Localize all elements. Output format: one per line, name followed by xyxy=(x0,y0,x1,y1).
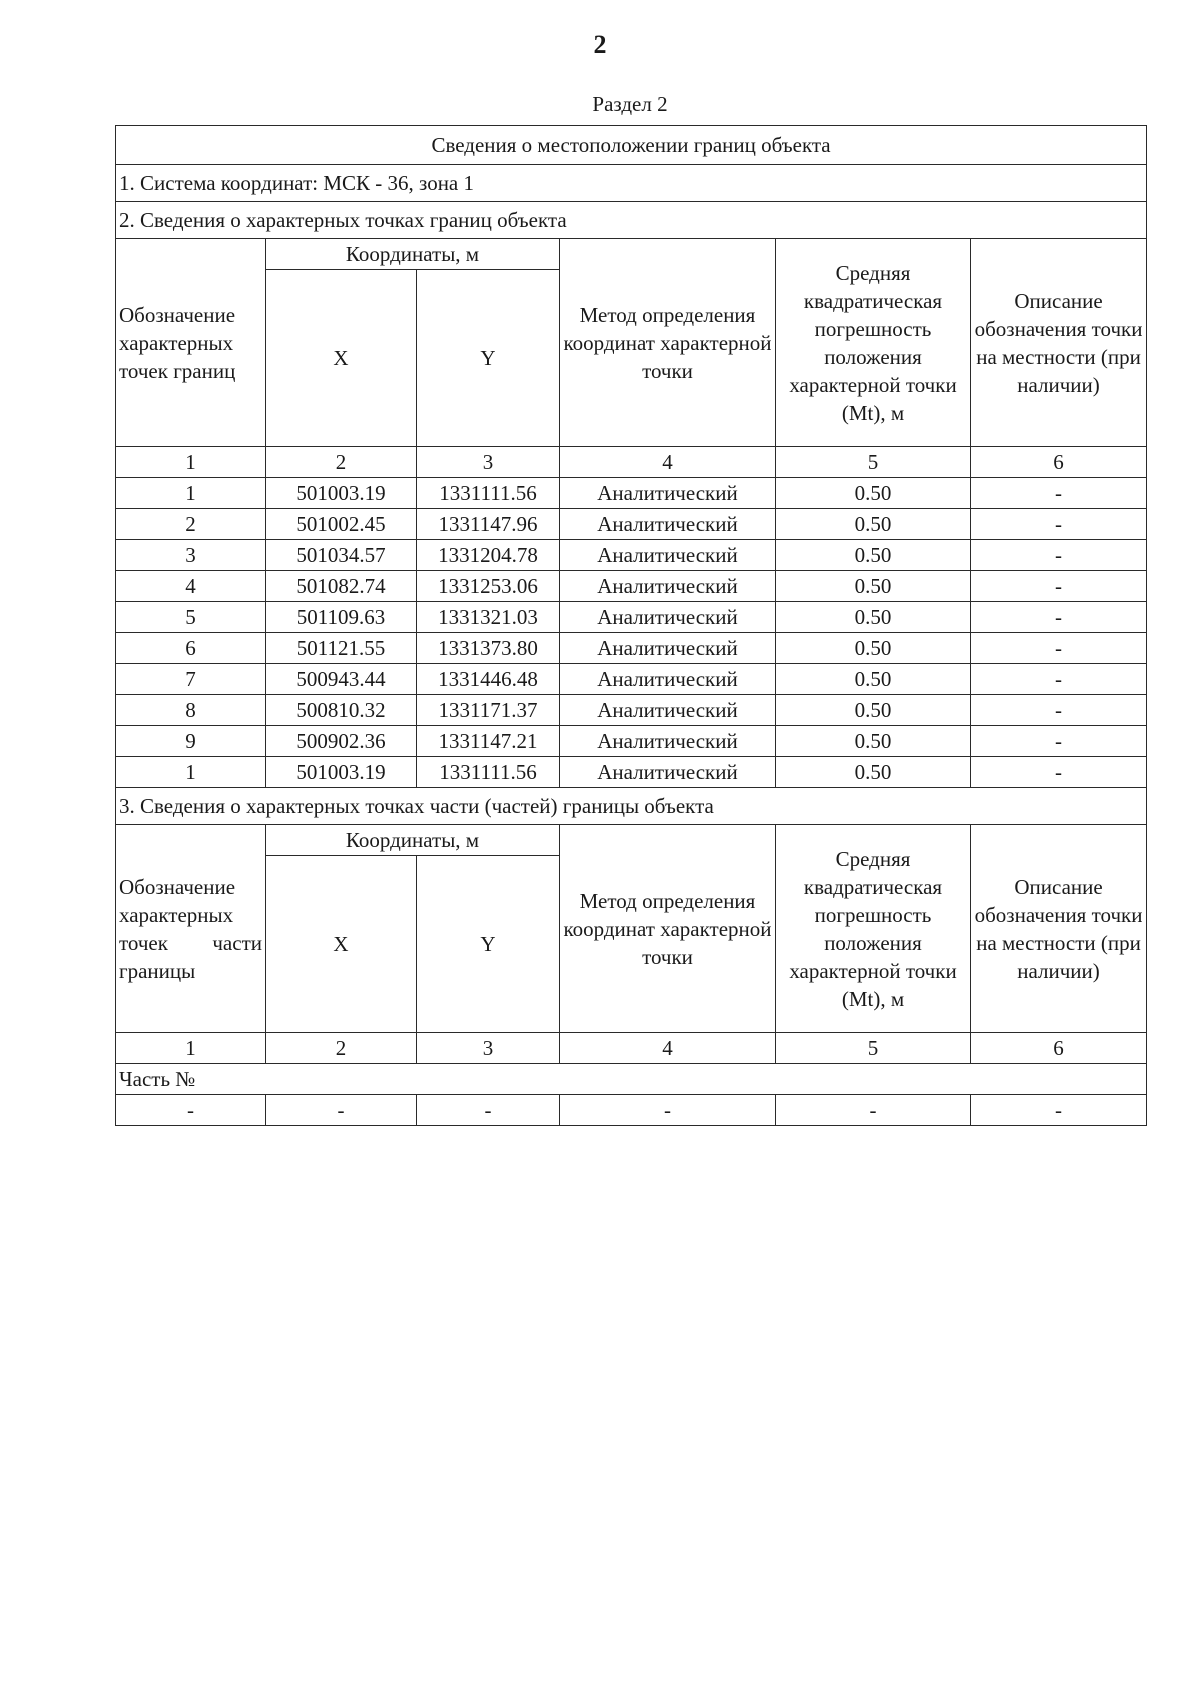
table-row xyxy=(116,571,1147,602)
table-cell-y: 1331373.80 xyxy=(417,633,560,664)
table-cell-error: 0.50 xyxy=(776,664,971,695)
table-cell-desc: - xyxy=(971,478,1147,509)
column-number: 6 xyxy=(971,447,1147,478)
header-y: Y xyxy=(417,270,560,447)
header-error: Средняя квадратическая погрешность положения характерной точки (Mt), м xyxy=(776,239,971,447)
table-cell-point: 5 xyxy=(116,602,266,633)
table-row xyxy=(116,478,1147,509)
parts-designation-line: границы xyxy=(119,958,196,983)
table-cell-error: 0.50 xyxy=(776,695,971,726)
parts-designation-word: точек xyxy=(119,930,168,955)
page-number: 2 xyxy=(593,30,607,59)
header-description: Описание обозначения точки на местности (при наличии) xyxy=(971,239,1147,447)
section-label: Раздел 2 xyxy=(592,92,668,116)
table-cell: - xyxy=(417,1095,560,1126)
table-cell-method: Аналитический xyxy=(560,478,776,509)
table-cell: - xyxy=(971,1095,1147,1126)
column-number: 4 xyxy=(560,1033,776,1064)
column-number: 3 xyxy=(417,1033,560,1064)
table-cell: - xyxy=(266,1095,417,1126)
table-cell-desc: - xyxy=(971,695,1147,726)
column-number: 1 xyxy=(116,447,266,478)
table-cell-x: 500902.36 xyxy=(266,726,417,757)
parts-designation-word: части xyxy=(212,930,262,955)
table-cell: - xyxy=(116,1095,266,1126)
parts-header-method: Метод определения координат характерной точки xyxy=(560,825,776,1033)
table-cell-y: 1331204.78 xyxy=(417,540,560,571)
parts-heading: 3. Сведения о характерных точках части (частей) границы объекта xyxy=(116,788,1147,825)
table-cell-method: Аналитический xyxy=(560,695,776,726)
parts-header-designation xyxy=(116,825,266,1033)
table-cell-point: 1 xyxy=(116,478,266,509)
table-cell-y: 1331147.96 xyxy=(417,509,560,540)
points-heading: 2. Сведения о характерных точках границ объекта xyxy=(116,202,1147,239)
table-cell-point: 9 xyxy=(116,726,266,757)
table-cell-method: Аналитический xyxy=(560,757,776,788)
part-label: Часть № xyxy=(116,1064,1147,1095)
table-cell-desc: - xyxy=(971,726,1147,757)
table-cell-x: 501002.45 xyxy=(266,509,417,540)
table-cell-point: 8 xyxy=(116,695,266,726)
table-cell-method: Аналитический xyxy=(560,509,776,540)
table-cell-point: 3 xyxy=(116,540,266,571)
table-cell-point: 2 xyxy=(116,509,266,540)
table-cell: - xyxy=(776,1095,971,1126)
table-cell-x: 500943.44 xyxy=(266,664,417,695)
table-title: Сведения о местоположении границ объекта xyxy=(116,126,1147,165)
table-cell-method: Аналитический xyxy=(560,726,776,757)
header-x: X xyxy=(266,270,417,447)
table-cell-x: 501109.63 xyxy=(266,602,417,633)
table-row xyxy=(116,602,1147,633)
table-cell-method: Аналитический xyxy=(560,633,776,664)
table-row xyxy=(116,726,1147,757)
table-cell-desc: - xyxy=(971,571,1147,602)
table-row xyxy=(116,509,1147,540)
table-cell-error: 0.50 xyxy=(776,757,971,788)
column-number: 5 xyxy=(776,1033,971,1064)
table-cell-y: 1331446.48 xyxy=(417,664,560,695)
column-number: 3 xyxy=(417,447,560,478)
table-cell-y: 1331111.56 xyxy=(417,478,560,509)
column-number: 5 xyxy=(776,447,971,478)
column-numbers-row xyxy=(116,447,1147,478)
header-designation: Обозначение характерных точек границ xyxy=(116,239,266,447)
header-coordinates: Координаты, м xyxy=(266,239,560,270)
table-cell-y: 1331111.56 xyxy=(417,757,560,788)
table-cell-desc: - xyxy=(971,540,1147,571)
table-cell-error: 0.50 xyxy=(776,726,971,757)
table-cell-point: 1 xyxy=(116,757,266,788)
table-cell-desc: - xyxy=(971,757,1147,788)
table-cell-desc: - xyxy=(971,509,1147,540)
table-cell-x: 501121.55 xyxy=(266,633,417,664)
parts-designation-line: Обозначение xyxy=(119,874,236,899)
parts-designation-line-justified xyxy=(119,929,262,957)
table-cell-error: 0.50 xyxy=(776,633,971,664)
table-cell-desc: - xyxy=(971,633,1147,664)
table-cell-x: 501003.19 xyxy=(266,478,417,509)
table-cell: - xyxy=(560,1095,776,1126)
table-cell-error: 0.50 xyxy=(776,602,971,633)
table-cell-error: 0.50 xyxy=(776,478,971,509)
parts-header-x: X xyxy=(266,856,417,1033)
empty-part-row xyxy=(116,1095,1147,1126)
column-number: 2 xyxy=(266,1033,417,1064)
table-cell-method: Аналитический xyxy=(560,540,776,571)
parts-column-numbers-row xyxy=(116,1033,1147,1064)
column-number: 2 xyxy=(266,447,417,478)
parts-header-y: Y xyxy=(417,856,560,1033)
table-cell-y: 1331171.37 xyxy=(417,695,560,726)
table-cell-y: 1331253.06 xyxy=(417,571,560,602)
table-cell-y: 1331321.03 xyxy=(417,602,560,633)
table-row xyxy=(116,695,1147,726)
parts-header-coordinates: Координаты, м xyxy=(266,825,560,856)
column-number: 1 xyxy=(116,1033,266,1064)
coord-system: 1. Система координат: МСК - 36, зона 1 xyxy=(116,165,1147,202)
table-row xyxy=(116,540,1147,571)
table-cell-error: 0.50 xyxy=(776,540,971,571)
parts-header-description: Описание обозначения точки на местности (при наличии) xyxy=(971,825,1147,1033)
boundary-table xyxy=(115,125,1147,1126)
table-row xyxy=(116,757,1147,788)
table-row xyxy=(116,664,1147,695)
table-cell-x: 501082.74 xyxy=(266,571,417,602)
column-number: 4 xyxy=(560,447,776,478)
table-cell-x: 500810.32 xyxy=(266,695,417,726)
table-cell-point: 6 xyxy=(116,633,266,664)
points-body xyxy=(116,478,1147,788)
table-cell-error: 0.50 xyxy=(776,509,971,540)
table-cell-desc: - xyxy=(971,664,1147,695)
column-number: 6 xyxy=(971,1033,1147,1064)
table-cell-error: 0.50 xyxy=(776,571,971,602)
table-row xyxy=(116,633,1147,664)
table-cell-point: 7 xyxy=(116,664,266,695)
table-cell-desc: - xyxy=(971,602,1147,633)
parts-designation-line: характерных xyxy=(119,902,234,927)
table-cell-point: 4 xyxy=(116,571,266,602)
header-method: Метод определения координат характерной точки xyxy=(560,239,776,447)
table-cell-y: 1331147.21 xyxy=(417,726,560,757)
table-cell-method: Аналитический xyxy=(560,602,776,633)
table-cell-method: Аналитический xyxy=(560,664,776,695)
table-cell-x: 501003.19 xyxy=(266,757,417,788)
parts-header-error: Средняя квадратическая погрешность положения характерной точки (Mt), м xyxy=(776,825,971,1033)
table-cell-method: Аналитический xyxy=(560,571,776,602)
table-cell-x: 501034.57 xyxy=(266,540,417,571)
